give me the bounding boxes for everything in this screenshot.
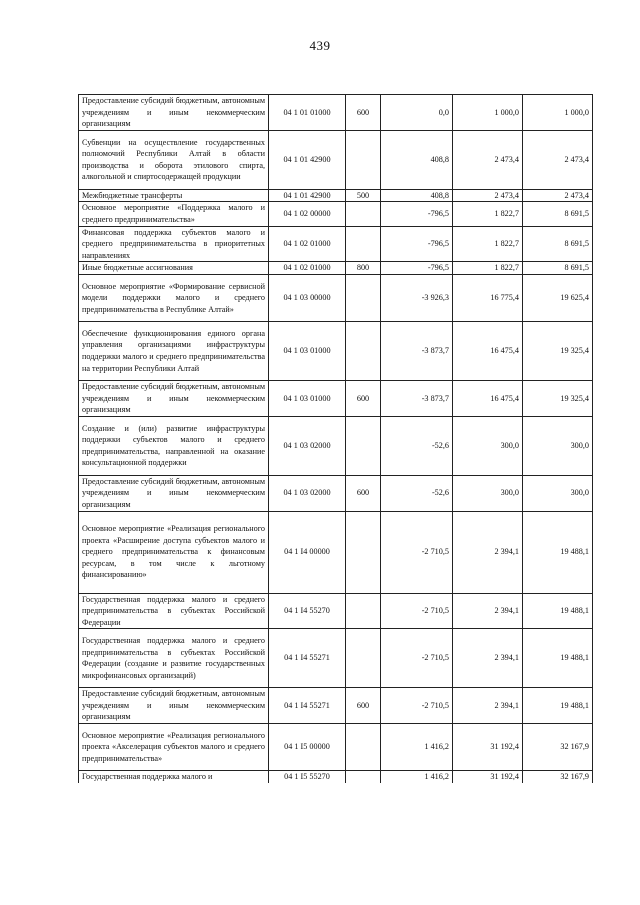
target-code-cell: 04 1 03 01000 bbox=[269, 380, 346, 416]
target-code-cell: 04 1 01 42900 bbox=[269, 189, 346, 202]
table-row bbox=[79, 189, 593, 202]
row-name-cell: Предоставление субсидий бюджетным, автономным учреждениям и иным некоммерческим организациям bbox=[79, 380, 269, 416]
expense-type-cell bbox=[346, 724, 381, 771]
table-row bbox=[79, 475, 593, 511]
amount-year2-cell: 1 822,7 bbox=[453, 202, 523, 226]
expense-type-cell bbox=[346, 274, 381, 321]
amount-year3-cell: 19 488,1 bbox=[523, 593, 593, 629]
expense-type-cell: 600 bbox=[346, 688, 381, 724]
row-name-cell: Субвенции на осуществление государственных полномочий Республики Алтай в области производства и оборота этилового спирта, алкогольной и спиртосодержащей продукции bbox=[79, 130, 269, 189]
target-code-cell: 04 1 03 02000 bbox=[269, 475, 346, 511]
table-row bbox=[79, 321, 593, 380]
amount-change-cell: 408,8 bbox=[381, 189, 453, 202]
table-row bbox=[79, 380, 593, 416]
amount-year3-cell: 8 691,5 bbox=[523, 262, 593, 275]
budget-table-body bbox=[79, 95, 593, 783]
target-code-cell: 04 1 01 42900 bbox=[269, 130, 346, 189]
row-name-cell: Основное мероприятие «Поддержка малого и среднего предпринимательства» bbox=[79, 202, 269, 226]
expense-type-cell bbox=[346, 202, 381, 226]
expense-type-cell bbox=[346, 771, 381, 783]
amount-year3-cell: 300,0 bbox=[523, 475, 593, 511]
row-name-cell: Основное мероприятие «Реализация регионального проекта «Расширение доступа субъектов малого и среднего предпринимательства к финансовым ресурсам, в том числе к льготному финансированию» bbox=[79, 511, 269, 593]
amount-year3-cell: 1 000,0 bbox=[523, 95, 593, 131]
expense-type-cell: 600 bbox=[346, 380, 381, 416]
table-row bbox=[79, 629, 593, 688]
amount-year3-cell: 19 488,1 bbox=[523, 511, 593, 593]
table-row bbox=[79, 262, 593, 275]
amount-year3-cell: 2 473,4 bbox=[523, 130, 593, 189]
amount-year2-cell: 16 475,4 bbox=[453, 321, 523, 380]
table-row bbox=[79, 130, 593, 189]
amount-year3-cell: 2 473,4 bbox=[523, 189, 593, 202]
target-code-cell: 04 1 03 02000 bbox=[269, 416, 346, 475]
expense-type-cell: 600 bbox=[346, 475, 381, 511]
amount-year2-cell: 2 473,4 bbox=[453, 189, 523, 202]
target-code-cell: 04 1 I4 55270 bbox=[269, 593, 346, 629]
budget-table bbox=[78, 94, 593, 783]
expense-type-cell bbox=[346, 593, 381, 629]
amount-year2-cell: 2 394,1 bbox=[453, 688, 523, 724]
expense-type-cell: 800 bbox=[346, 262, 381, 275]
table-row bbox=[79, 226, 593, 262]
amount-change-cell: -52,6 bbox=[381, 416, 453, 475]
amount-year3-cell: 19 325,4 bbox=[523, 321, 593, 380]
expense-type-cell bbox=[346, 416, 381, 475]
amount-year2-cell: 16 475,4 bbox=[453, 380, 523, 416]
table-row bbox=[79, 724, 593, 771]
expense-type-cell bbox=[346, 130, 381, 189]
amount-year2-cell: 300,0 bbox=[453, 475, 523, 511]
table-row bbox=[79, 416, 593, 475]
row-name-cell: Создание и (или) развитие инфраструктуры поддержки субъектов малого и среднего предпринимательства, направленной на оказание консультационной поддержки bbox=[79, 416, 269, 475]
amount-year3-cell: 19 325,4 bbox=[523, 380, 593, 416]
amount-change-cell: 408,8 bbox=[381, 130, 453, 189]
amount-year3-cell: 19 625,4 bbox=[523, 274, 593, 321]
amount-change-cell: -3 873,7 bbox=[381, 321, 453, 380]
expense-type-cell: 500 bbox=[346, 189, 381, 202]
target-code-cell: 04 1 I5 00000 bbox=[269, 724, 346, 771]
amount-year2-cell: 2 394,1 bbox=[453, 593, 523, 629]
row-name-cell: Основное мероприятие «Реализация регионального проекта «Акселерация субъектов малого и среднего предпринимательства» bbox=[79, 724, 269, 771]
amount-change-cell: 1 416,2 bbox=[381, 724, 453, 771]
amount-year2-cell: 1 822,7 bbox=[453, 262, 523, 275]
expense-type-cell bbox=[346, 629, 381, 688]
target-code-cell: 04 1 I4 55271 bbox=[269, 629, 346, 688]
amount-year3-cell: 8 691,5 bbox=[523, 202, 593, 226]
amount-year2-cell: 2 394,1 bbox=[453, 629, 523, 688]
amount-year2-cell: 1 000,0 bbox=[453, 95, 523, 131]
amount-year2-cell: 2 473,4 bbox=[453, 130, 523, 189]
expense-type-cell: 600 bbox=[346, 95, 381, 131]
row-name-cell: Предоставление субсидий бюджетным, автономным учреждениям и иным некоммерческим организациям bbox=[79, 688, 269, 724]
amount-change-cell: -2 710,5 bbox=[381, 593, 453, 629]
expense-type-cell bbox=[346, 511, 381, 593]
amount-year3-cell: 32 167,9 bbox=[523, 771, 593, 783]
amount-change-cell: -796,5 bbox=[381, 262, 453, 275]
amount-change-cell: -796,5 bbox=[381, 226, 453, 262]
table-row bbox=[79, 511, 593, 593]
amount-year3-cell: 8 691,5 bbox=[523, 226, 593, 262]
target-code-cell: 04 1 I4 00000 bbox=[269, 511, 346, 593]
amount-change-cell: -52,6 bbox=[381, 475, 453, 511]
row-name-cell: Предоставление субсидий бюджетным, автономным учреждениям и иным некоммерческим организациям bbox=[79, 95, 269, 131]
row-name-cell: Межбюджетные трансферты bbox=[79, 189, 269, 202]
table-row bbox=[79, 202, 593, 226]
target-code-cell: 04 1 02 01000 bbox=[269, 226, 346, 262]
amount-year2-cell: 16 775,4 bbox=[453, 274, 523, 321]
target-code-cell: 04 1 I5 55270 bbox=[269, 771, 346, 783]
amount-change-cell: -3 926,3 bbox=[381, 274, 453, 321]
table-row bbox=[79, 688, 593, 724]
amount-change-cell: -2 710,5 bbox=[381, 688, 453, 724]
amount-change-cell: -2 710,5 bbox=[381, 629, 453, 688]
expense-type-cell bbox=[346, 226, 381, 262]
row-name-cell: Государственная поддержка малого и среднего предпринимательства в субъектах Российской Федерации (создание и развитие государственных микрофинансовых организаций) bbox=[79, 629, 269, 688]
row-name-cell: Обеспечение функционирования единого органа управления организациями инфраструктуры поддержки малого и среднего предпринимательства на территории Республики Алтай bbox=[79, 321, 269, 380]
target-code-cell: 04 1 I4 55271 bbox=[269, 688, 346, 724]
target-code-cell: 04 1 03 00000 bbox=[269, 274, 346, 321]
table-row bbox=[79, 593, 593, 629]
row-name-cell: Предоставление субсидий бюджетным, автономным учреждениям и иным некоммерческим организациям bbox=[79, 475, 269, 511]
expense-type-cell bbox=[346, 321, 381, 380]
amount-year3-cell: 32 167,9 bbox=[523, 724, 593, 771]
amount-change-cell: -2 710,5 bbox=[381, 511, 453, 593]
row-name-cell: Основное мероприятие «Формирование сервисной модели поддержки малого и среднего предпринимательства в Республике Алтай» bbox=[79, 274, 269, 321]
amount-year2-cell: 300,0 bbox=[453, 416, 523, 475]
target-code-cell: 04 1 01 01000 bbox=[269, 95, 346, 131]
amount-year2-cell: 31 192,4 bbox=[453, 724, 523, 771]
target-code-cell: 04 1 03 01000 bbox=[269, 321, 346, 380]
amount-year3-cell: 19 488,1 bbox=[523, 629, 593, 688]
amount-change-cell: -3 873,7 bbox=[381, 380, 453, 416]
row-name-cell: Государственная поддержка малого и среднего предпринимательства в субъектах Российской Федерации bbox=[79, 593, 269, 629]
target-code-cell: 04 1 02 00000 bbox=[269, 202, 346, 226]
amount-year3-cell: 19 488,1 bbox=[523, 688, 593, 724]
table-row bbox=[79, 771, 593, 783]
row-name-cell: Финансовая поддержка субъектов малого и среднего предпринимательства в приоритетных направлениях bbox=[79, 226, 269, 262]
table-row bbox=[79, 274, 593, 321]
target-code-cell: 04 1 02 01000 bbox=[269, 262, 346, 275]
amount-change-cell: 1 416,2 bbox=[381, 771, 453, 783]
amount-year2-cell: 1 822,7 bbox=[453, 226, 523, 262]
table-row bbox=[79, 95, 593, 131]
row-name-cell: Иные бюджетные ассигнования bbox=[79, 262, 269, 275]
amount-change-cell: -796,5 bbox=[381, 202, 453, 226]
row-name-cell: Государственная поддержка малого и bbox=[79, 771, 269, 783]
page-number: 439 bbox=[309, 38, 331, 53]
amount-year2-cell: 31 192,4 bbox=[453, 771, 523, 783]
amount-change-cell: 0,0 bbox=[381, 95, 453, 131]
amount-year2-cell: 2 394,1 bbox=[453, 511, 523, 593]
amount-year3-cell: 300,0 bbox=[523, 416, 593, 475]
